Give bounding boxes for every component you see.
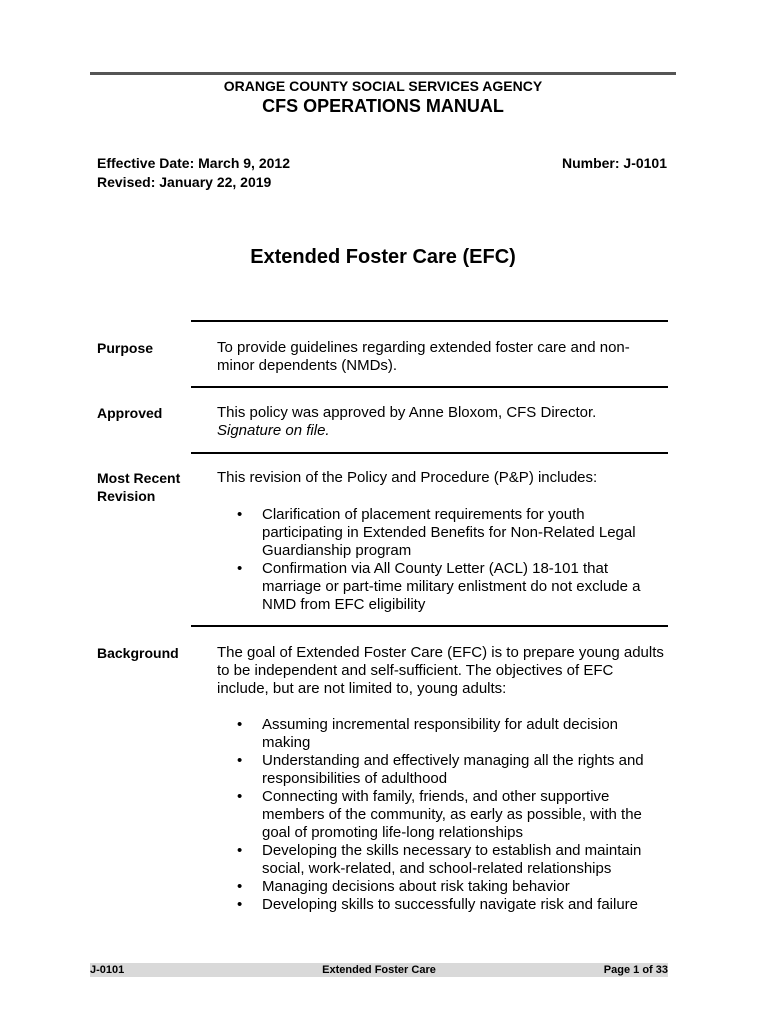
background-bullet-list [217,716,667,914]
effective-date: Effective Date: March 9, 2012 [97,155,290,171]
list-item-text: Assuming incremental responsibility for adult decision making [262,716,619,751]
bullet-icon: • [237,788,243,805]
list-item [217,878,667,896]
background-label: Background [97,645,179,661]
section-divider [191,386,668,388]
list-item [217,896,667,914]
section-divider [191,452,668,454]
purpose-text [217,339,667,375]
background-intro: The goal of Extended Foster Care (EFC) is to prepare young adults to be independent and self-sufficient. The objectives of EFC include, but are not limited to, young adults: [217,644,664,697]
footer-doc-number: J-0101 [90,964,125,976]
list-item-text: Confirmation via All County Letter (ACL) 18-101 that marriage or part-time military enlistment do not exclude a NMD from EFC eligibility [262,560,641,613]
agency-name: ORANGE COUNTY SOCIAL SERVICES AGENCY [223,78,543,94]
footer-doc-title: Extended Foster Care [322,964,436,976]
section-divider [191,320,668,322]
bullet-icon: • [237,842,243,859]
list-item-text: Managing decisions about risk taking behavior [262,878,570,895]
approved-label: Approved [97,405,163,421]
bullet-icon: • [237,752,243,769]
list-item [217,560,667,614]
bullet-icon: • [237,716,243,733]
list-item-text: Clarification of placement requirements for youth participating in Extended Benefits for Non-Related Legal Guardianship program [262,506,636,559]
header-top-rule [90,72,676,75]
approved-paragraph: This policy was approved by Anne Bloxom, CFS Director. [217,404,597,421]
approved-text [217,404,667,440]
list-item [217,842,667,878]
purpose-paragraph: To provide guidelines regarding extended foster care and non-minor dependents (NMDs). [217,339,630,374]
manual-title: CFS OPERATIONS MANUAL [262,96,504,116]
list-item-text: Understanding and effectively managing all the rights and responsibilities of adulthood [262,752,644,787]
bullet-icon: • [237,560,243,577]
policy-number: Number: J-0101 [561,155,667,171]
revision-label: Most Recent Revision [97,470,181,504]
purpose-label: Purpose [97,340,154,356]
footer-page-number: Page 1 of 33 [603,964,668,976]
revision-intro: This revision of the Policy and Procedure (P&P) includes: [217,469,598,486]
list-item [217,788,667,842]
signature-note: Signature on file. [217,422,330,439]
list-item-text: Developing skills to successfully navigate risk and failure [262,896,639,913]
bullet-icon: • [237,878,243,895]
bullet-icon: • [237,896,243,913]
list-item [217,716,667,752]
list-item-text: Connecting with family, friends, and other supportive members of the community, as early as possible, with the goal of promoting life-long relationships [262,788,642,841]
revised-date: Revised: January 22, 2019 [97,174,272,190]
list-item [217,752,667,788]
list-item-text: Developing the skills necessary to establish and maintain social, work-related, and school-related relationships [262,842,642,877]
section-divider [191,625,668,627]
page-title: Extended Foster Care (EFC) [250,246,516,268]
revision-bullet-list [217,506,667,614]
bullet-icon: • [237,506,243,523]
list-item [217,506,667,560]
